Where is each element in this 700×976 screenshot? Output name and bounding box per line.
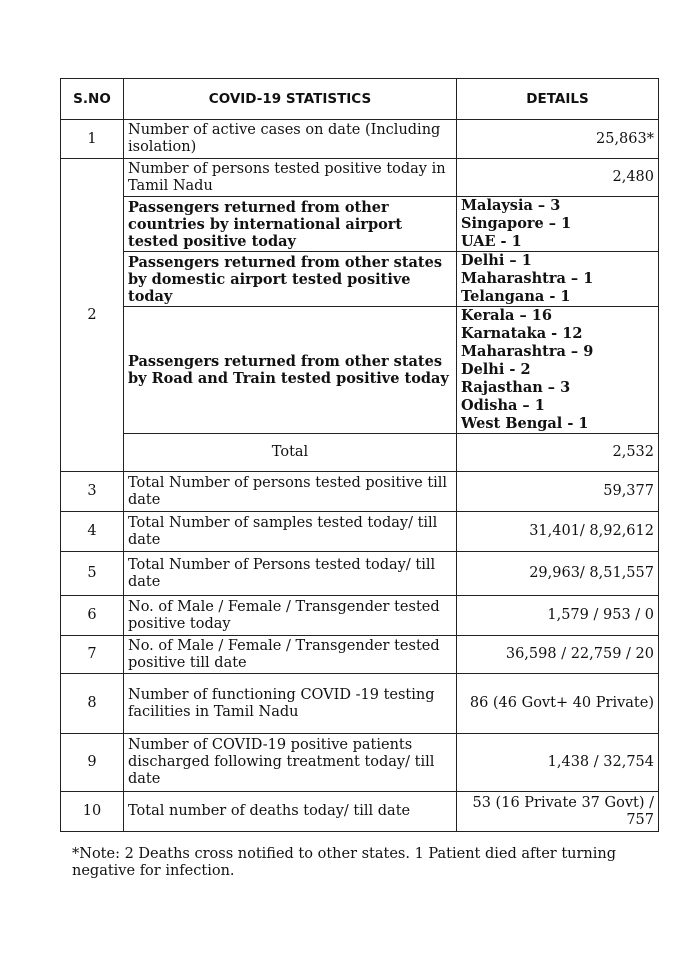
list-item: Delhi – 1 xyxy=(461,252,532,269)
list-item: Karnataka - 12 xyxy=(461,325,583,342)
row-desc: Total Number of Persons tested today/ till date xyxy=(124,552,457,596)
list-item: Odisha – 1 xyxy=(461,397,545,414)
row-sno: 6 xyxy=(61,596,124,636)
table-row xyxy=(61,307,659,434)
table-row xyxy=(61,674,659,734)
row-desc: Total number of deaths today/ till date xyxy=(124,792,457,832)
row-value: 2,480 xyxy=(457,159,659,197)
row-sno: 1 xyxy=(61,120,124,159)
state-list xyxy=(457,252,659,307)
row-desc: Number of persons tested positive today in Tamil Nadu xyxy=(124,159,457,197)
row-desc: Passengers returned from other states by Road and Train tested positive today xyxy=(124,307,457,434)
row-value: 53 (16 Private 37 Govt) / 757 xyxy=(457,792,659,832)
table-row xyxy=(61,159,659,197)
row-sno: 10 xyxy=(61,792,124,832)
row-sno: 3 xyxy=(61,472,124,512)
list-item: Delhi - 2 xyxy=(461,361,531,378)
row-sno: 4 xyxy=(61,512,124,552)
row-desc: Total Number of persons tested positive till date xyxy=(124,472,457,512)
row-sno: 7 xyxy=(61,636,124,674)
table-row xyxy=(61,636,659,674)
table-row xyxy=(61,552,659,596)
table-row xyxy=(61,512,659,552)
row-value: 29,963/ 8,51,557 xyxy=(457,552,659,596)
header-details: DETAILS xyxy=(457,79,659,120)
table-header-row xyxy=(61,79,659,120)
row-sno: 2 xyxy=(61,159,124,472)
header-sno: S.NO xyxy=(61,79,124,120)
row-sno: 5 xyxy=(61,552,124,596)
header-stats: COVID-19 STATISTICS xyxy=(124,79,457,120)
list-item: Maharashtra – 9 xyxy=(461,343,594,360)
row-value: 36,598 / 22,759 / 20 xyxy=(457,636,659,674)
country-list xyxy=(457,197,659,252)
table-row xyxy=(61,252,659,307)
row-desc: Passengers returned from other countries by international airport tested positive today xyxy=(124,197,457,252)
row-desc: No. of Male / Female / Transgender tested positive till date xyxy=(124,636,457,674)
row-value: 86 (46 Govt+ 40 Private) xyxy=(457,674,659,734)
state-list xyxy=(457,307,659,434)
row-value: 25,863* xyxy=(457,120,659,159)
row-desc: Number of COVID-19 positive patients discharged following treatment today/ till date xyxy=(124,734,457,792)
table-row xyxy=(61,120,659,159)
table-row xyxy=(61,434,659,472)
footnote: *Note: 2 Deaths cross notified to other states. 1 Patient died after turning negative for infection. xyxy=(72,846,617,879)
row-value: 1,438 / 32,754 xyxy=(457,734,659,792)
row-desc: Total Number of samples tested today/ till date xyxy=(124,512,457,552)
row-sno: 9 xyxy=(61,734,124,792)
row-desc: Passengers returned from other states by domestic airport tested positive today xyxy=(124,252,457,307)
list-item: Malaysia – 3 xyxy=(461,197,561,214)
table-row xyxy=(61,197,659,252)
table-row xyxy=(61,734,659,792)
table-row xyxy=(61,472,659,512)
table-row xyxy=(61,596,659,636)
row-desc: Number of functioning COVID -19 testing facilities in Tamil Nadu xyxy=(124,674,457,734)
row-desc: No. of Male / Female / Transgender tested positive today xyxy=(124,596,457,636)
table-row xyxy=(61,792,659,832)
row-value: 1,579 / 953 / 0 xyxy=(457,596,659,636)
total-value: 2,532 xyxy=(457,434,659,472)
list-item: Telangana - 1 xyxy=(461,288,571,305)
list-item: Rajasthan – 3 xyxy=(461,379,571,396)
list-item: Maharashtra – 1 xyxy=(461,270,594,287)
row-value: 31,401/ 8,92,612 xyxy=(457,512,659,552)
covid-statistics-table xyxy=(60,78,659,832)
row-sno: 8 xyxy=(61,674,124,734)
total-label: Total xyxy=(124,434,457,472)
row-value: 59,377 xyxy=(457,472,659,512)
list-item: UAE - 1 xyxy=(461,233,522,250)
list-item: Singapore – 1 xyxy=(461,215,572,232)
list-item: Kerala – 16 xyxy=(461,307,552,324)
list-item: West Bengal - 1 xyxy=(461,415,589,432)
row-desc: Number of active cases on date (Including isolation) xyxy=(124,120,457,159)
